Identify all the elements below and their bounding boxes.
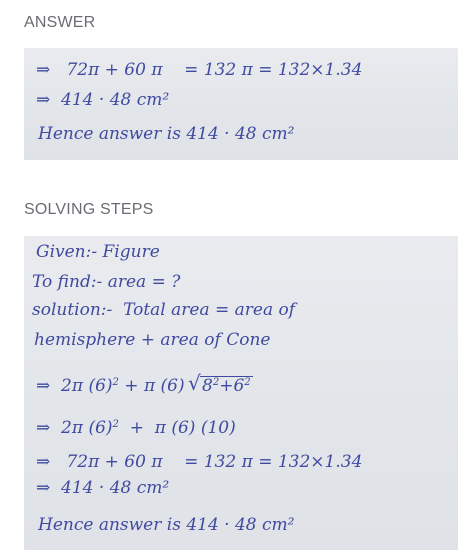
step-4-result: ⇒ 414 · 48 cm² <box>36 478 170 498</box>
step-2-rest: + π (6) (10) <box>118 418 236 438</box>
step-3-formula: ⇒ 72π + 60 π = 132 π = 132×1.34 <box>36 452 363 472</box>
answer-line-3: Hence answer is 414 · 48 cm² <box>38 124 295 144</box>
solving-steps-heading: SOLVING STEPS <box>24 201 154 218</box>
conclusion-line: Hence answer is 414 · 48 cm² <box>38 515 295 535</box>
step-1-prefix: ⇒ 2π (6) <box>36 376 113 396</box>
step-2-formula <box>36 420 236 437</box>
solution-line-2: hemisphere + area of Cone <box>34 330 271 350</box>
step-2-exponent: 2 <box>112 419 119 430</box>
step-1-exponent: 2 <box>112 377 119 388</box>
given-line: Given:- Figure <box>36 242 160 262</box>
answer-line-2: ⇒ 414 · 48 cm² <box>36 90 170 110</box>
to-find-line: To find:- area = ? <box>32 272 181 292</box>
answer-heading: ANSWER <box>24 14 96 31</box>
answer-handwritten-note <box>24 48 458 160</box>
solution-line-1: solution:- Total area = area of <box>32 300 296 320</box>
step-2-prefix: ⇒ 2π (6) <box>36 418 113 438</box>
solving-steps-handwritten-note <box>24 236 458 550</box>
square-root-radicand: $8^2+6^2$ <box>202 376 251 396</box>
step-1-middle: + π (6) <box>118 376 191 396</box>
answer-line-1: ⇒ 72π + 60 π = 132 π = 132×1.34 <box>36 60 363 80</box>
square-root-sign <box>190 376 253 395</box>
step-1-formula <box>36 376 253 395</box>
